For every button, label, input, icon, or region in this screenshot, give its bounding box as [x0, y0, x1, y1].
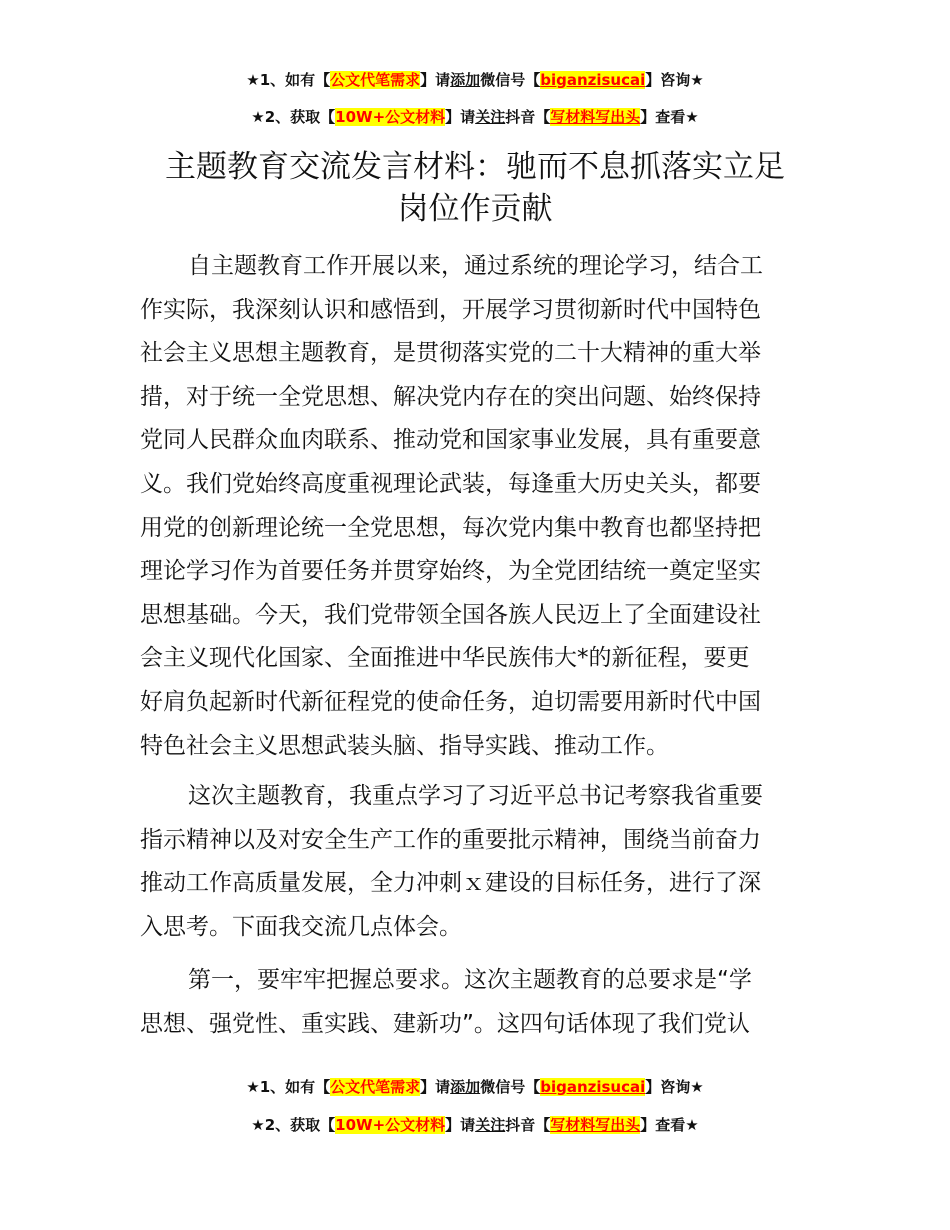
paragraph-line: 措，对于统一全党思想、解决党内存在的突出问题、始终保持 — [140, 383, 761, 410]
star-icon: ★ — [690, 1078, 704, 1096]
star-icon: ★ — [685, 108, 699, 126]
banner-text: 】查看 — [640, 1116, 686, 1134]
douyin-account[interactable]: 写材料写出头 — [550, 108, 641, 126]
paragraph-line: 这次主题教育，我重点学习了习近平总书记考察我省重要 — [188, 783, 763, 809]
star-icon: ★ — [690, 71, 704, 89]
paragraph-line: 第一，要牢牢把握总要求。这次主题教育的总要求是“学 — [188, 967, 752, 993]
banner-text: 1、如有【 — [259, 71, 331, 89]
paragraph-3 — [140, 959, 812, 1046]
star-icon: ★ — [246, 71, 260, 89]
paragraph-line: 推动工作高质量发展，全力冲刺ｘ建设的目标任务，进行了深 — [140, 870, 761, 897]
banner-text: 】请 — [420, 1078, 451, 1096]
paragraph-1 — [140, 245, 812, 768]
wechat-id[interactable]: biganzisucai — [540, 71, 646, 89]
banner-text: 微信号【 — [480, 1078, 541, 1096]
underlined-add: 添加 — [450, 1078, 481, 1096]
header-banner-line-1 — [0, 69, 950, 91]
paragraph-line: 指示精神以及对安全生产工作的重要批示精神，围绕当前奋力 — [140, 826, 761, 853]
banner-text: 】请 — [445, 108, 476, 126]
paragraph-line: 入思考。下面我交流几点体会。 — [140, 913, 462, 940]
douyin-account[interactable]: 写材料写出头 — [550, 1116, 641, 1134]
highlight-ghostwriting: 公文代笔需求 — [330, 71, 421, 89]
banner-text: 抖音【 — [505, 1116, 551, 1134]
highlight-materials: 10W+公文材料 — [335, 108, 446, 126]
banner-text: 】请 — [445, 1116, 476, 1134]
underlined-follow: 关注 — [475, 108, 506, 126]
star-icon: ★ — [685, 1116, 699, 1134]
paragraph-line: 用党的创新理论统一全党思想，每次党内集中教育也都坚持把 — [140, 514, 761, 541]
paragraph-line: 党同人民群众血肉联系、推动党和国家事业发展，具有重要意 — [140, 427, 761, 454]
footer-banner-line-1 — [0, 1076, 950, 1098]
title-line-2: 岗位作贡献 — [397, 191, 553, 227]
underlined-follow: 关注 — [475, 1116, 506, 1134]
banner-text: 】咨询 — [645, 1078, 691, 1096]
banner-text: 】咨询 — [645, 71, 691, 89]
paragraph-line: 思想基础。今天，我们党带领全国各族人民迈上了全面建设社 — [140, 601, 761, 628]
banner-text: 抖音【 — [505, 108, 551, 126]
banner-text: 】查看 — [640, 108, 686, 126]
paragraph-line: 好肩负起新时代新征程党的使命任务，迫切需要用新时代中国 — [140, 688, 761, 715]
paragraph-line: 社会主义思想主题教育，是贯彻落实党的二十大精神的重大举 — [140, 340, 761, 367]
paragraph-line: 思想、强党性、重实践、建新功”。这四句话体现了我们党认 — [140, 1010, 750, 1037]
banner-text: 2、获取【 — [264, 1116, 336, 1134]
header-banner-line-2 — [0, 106, 950, 128]
paragraph-2 — [140, 775, 812, 949]
paragraph-line: 理论学习作为首要任务并贯穿始终，为全党团结统一奠定坚实 — [140, 558, 761, 585]
paragraph-line: 作实际，我深刻认识和感悟到，开展学习贯彻新时代中国特色 — [140, 296, 761, 323]
star-icon: ★ — [251, 108, 265, 126]
banner-text: 微信号【 — [480, 71, 541, 89]
footer-banner-line-2 — [0, 1114, 950, 1136]
star-icon: ★ — [251, 1116, 265, 1134]
paragraph-line: 会主义现代化国家、全面推进中华民族伟大*的新征程，要更 — [140, 645, 750, 672]
paragraph-line: 特色社会主义思想武装头脑、指导实践、推动工作。 — [140, 732, 669, 759]
banner-text: 1、如有【 — [259, 1078, 331, 1096]
highlight-materials: 10W+公文材料 — [335, 1116, 446, 1134]
underlined-add: 添加 — [450, 71, 481, 89]
banner-text: 】请 — [420, 71, 451, 89]
paragraph-line: 义。我们党始终高度重视理论武装，每逢重大历史关头，都要 — [140, 470, 761, 497]
paragraph-line: 自主题教育工作开展以来，通过系统的理论学习，结合工 — [188, 253, 763, 279]
banner-text: 2、获取【 — [264, 108, 336, 126]
title-line-1: 主题教育交流发言材料：驰而不息抓落实立足 — [165, 149, 785, 185]
star-icon: ★ — [246, 1078, 260, 1096]
highlight-ghostwriting: 公文代笔需求 — [330, 1078, 421, 1096]
wechat-id[interactable]: biganzisucai — [540, 1078, 646, 1096]
document-title — [140, 146, 810, 230]
